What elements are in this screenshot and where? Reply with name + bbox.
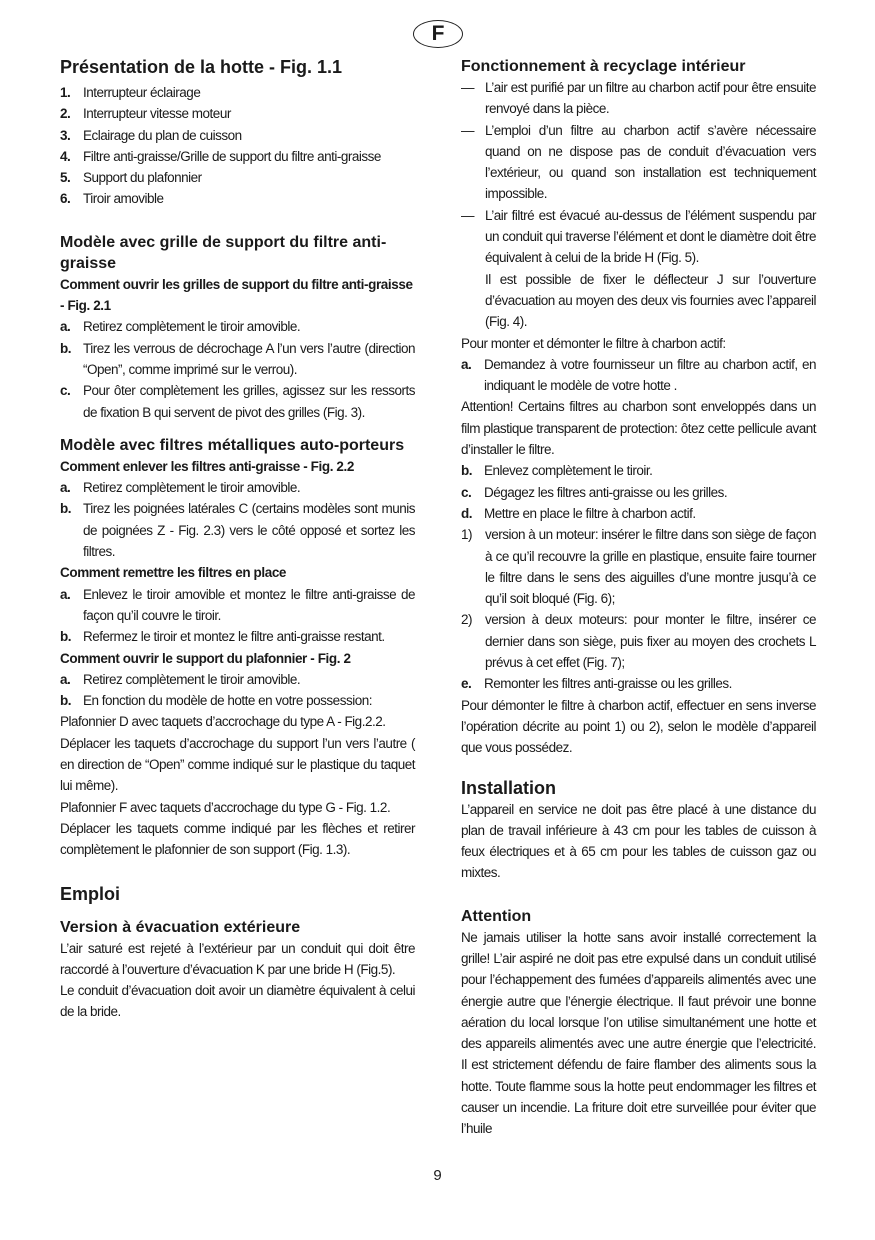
plafonnier-text: Déplacer les taquets comme indiqué par les flèches et retirer complètement le plafonnier de son support (Fig. 1.3).	[60, 820, 415, 858]
step-item	[60, 477, 415, 498]
item-text: Tiroir amovible	[83, 191, 164, 207]
language-badge: F	[413, 20, 463, 48]
step-text: Retirez complètement le tiroir amovible.	[83, 319, 301, 335]
grille-heading: Modèle avec grille de support du filtre anti-graisse	[60, 233, 387, 272]
grille-subheading: Comment ouvrir les grilles de support du filtre anti-graisse - Fig. 2.1	[60, 276, 413, 314]
item-number: 6.	[60, 191, 71, 207]
item-number: 1.	[60, 85, 71, 100]
left-column	[60, 56, 415, 1023]
step-text: En fonction du modèle de hotte en votre possession:	[83, 693, 372, 709]
step-letter: d.	[461, 505, 472, 521]
item-text: Eclairage du plan de cuisson	[83, 127, 242, 143]
step-letter: e.	[461, 676, 472, 692]
attention-text: Ne jamais utiliser la hotte sans avoir installé correctement la grille! L’air aspiré ne doit pas etre expulsé dans un conduit utilisé pour l’échappement des fumées d’appareils alimentés avec une énergie autre que l’énergie électrique. Il faut prévoir une bonne aération du local lorsque l’on utilise simultanément une hotte et des appareils alimentés avec une autre énergie que l’electricité. Il est strictement défendu de faire flamber des aliments sous la hotte. Toute flamme sous la hotte peut endommager les filtres et causer un incendie. La friture doit etre surveillée pour éviter que l’huile	[461, 929, 816, 1137]
presentation-list	[60, 82, 415, 210]
list-item	[60, 167, 415, 188]
step-text: Retirez complètement le tiroir amovible.	[83, 671, 301, 687]
step-item	[461, 354, 816, 397]
step-text: Tirez les verrous de décrochage A l’un vers l’autre (direction “Open”, comme imprimé sur le verrou).	[83, 340, 415, 377]
presentation-heading: Présentation de la hotte - Fig. 1.1	[60, 57, 343, 77]
plafonnier-text: Plafonnier F avec taquets d’accrochage du type G - Fig. 1.2.	[60, 799, 391, 815]
recyclage-heading: Fonctionnement à recyclage intérieur	[461, 58, 746, 75]
dash-marker: —	[461, 80, 474, 95]
step-letter: a.	[461, 356, 472, 372]
step-text: Remonter les filtres anti-graisse ou les grilles.	[484, 676, 732, 692]
installation-heading: Installation	[461, 777, 557, 798]
step-item	[60, 626, 415, 647]
attention-heading: Attention	[461, 907, 532, 925]
step-item	[60, 690, 415, 711]
list-item	[60, 188, 415, 209]
step-text: Enlevez complètement le tiroir.	[484, 463, 653, 479]
item-number: 2.	[60, 106, 71, 122]
version-item	[461, 524, 816, 609]
step-text: Pour ôter complètement les grilles, agissez sur les ressorts de fixation B qui servent de pivot des grilles (Fig. 3).	[83, 383, 415, 420]
item-number: 5.	[60, 170, 71, 186]
metal-subheading-refit: Comment remettre les filtres en place	[60, 565, 287, 581]
metal-subheading-plafonnier: Comment ouvrir le support du plafonnier - Fig. 2	[60, 650, 351, 666]
item-number: 4.	[60, 148, 71, 164]
deflecteur-text: Il est possible de fixer le déflecteur J sur l’ouverture d’évacuation au moyen des deux vis fournies avec l’appareil (Fig. 4).	[485, 271, 816, 330]
emploi-heading: Emploi	[60, 883, 121, 904]
step-letter: a.	[60, 480, 71, 496]
right-column	[461, 56, 816, 1140]
step-item	[60, 584, 415, 627]
step-text: Mettre en place le filtre à charbon actif.	[484, 505, 696, 521]
step-item	[461, 673, 816, 694]
step-letter: c.	[461, 484, 472, 500]
step-text: Tirez les poignées latérales C (certains modèles sont munis de poignées Z - Fig. 2.3) vers le côté opposé et sortez les filtres.	[83, 501, 415, 560]
list-item	[60, 125, 415, 146]
step-letter: a.	[60, 586, 71, 602]
step-item	[60, 338, 415, 381]
installation-text: L’appareil en service ne doit pas être placé à une distance du plan de travail inférieure à 43 cm pour les tables de cuisson à feux électriques et à 65 cm pour les tables de cuisson gaz ou mixtes.	[461, 801, 816, 881]
demonter-text: Pour démonter le filtre à charbon actif, effectuer en sens inverse l’opération décrite au point 1) ou 2), selon le modèle d’appareil que vous possédez.	[461, 697, 816, 756]
step-letter: b.	[60, 693, 71, 709]
step-letter: c.	[60, 383, 71, 399]
step-item	[461, 460, 816, 481]
item-text: Filtre anti-graisse/Grille de support du filtre anti-graisse	[83, 148, 381, 164]
step-letter: b.	[461, 463, 472, 479]
step-text: Demandez à votre fournisseur un filtre au charbon actif, en indiquant le modèle de votre hotte .	[484, 356, 816, 394]
step-item	[60, 498, 415, 562]
step-letter: b.	[60, 629, 71, 645]
step-letter: b.	[60, 340, 71, 356]
version-number: 1)	[461, 527, 473, 543]
version-number: 2)	[461, 612, 473, 628]
version-item	[461, 609, 816, 673]
step-item	[60, 380, 415, 423]
step-text: Enlevez le tiroir amovible et montez le filtre anti-graisse de façon qu’il couvre le tiroir.	[83, 586, 415, 623]
dash-marker: —	[461, 122, 474, 138]
step-item	[60, 669, 415, 690]
page-number: 9	[433, 1167, 442, 1184]
item-text: Support du plafonnier	[83, 170, 202, 186]
dash-item	[461, 205, 816, 269]
step-letter: b.	[60, 501, 71, 517]
list-item	[60, 82, 415, 103]
step-text: Refermez le tiroir et montez le filtre anti-graisse restant.	[83, 629, 385, 645]
evacuation-paragraph: L’air saturé est rejeté à l’extérieur par un conduit qui doit être raccordé à l’ouverture d’évacuation K par une bride H (Fig.5).	[60, 940, 415, 977]
list-item	[60, 103, 415, 124]
metal-heading: Modèle avec filtres métalliques auto-porteurs	[60, 436, 405, 454]
dash-text: L’air filtré est évacué au-dessus de l’élément suspendu par un conduit qui traverse l’élément et dont le diamètre doit être équivalent à celui de la bride H (Fig. 5).	[485, 207, 816, 266]
plafonnier-text: Déplacer les taquets d’accrochage du support l’un vers l’autre ( en direction de “Open” comme indiqué sur le plastique du taquet lui même).	[60, 735, 415, 794]
evacuation-heading: Version à évacuation extérieure	[60, 918, 301, 936]
step-letter: a.	[60, 319, 71, 335]
step-item	[461, 482, 816, 503]
item-text: Interrupteur vitesse moteur	[83, 106, 231, 122]
version-text: version à deux moteurs: pour monter le filtre, insérer ce dernier dans son siège, puis fixer au moyen des crochets L prévus à cet effet (Fig. 7);	[485, 612, 816, 671]
step-letter: a.	[60, 671, 71, 687]
step-text: Dégagez les filtres anti-graisse ou les grilles.	[484, 484, 728, 500]
attention-film-text: Attention! Certains filtres au charbon sont enveloppés dans un film plastique transparent de protection: ôtez cette pellicule avant d’installer le filtre.	[461, 399, 816, 458]
version-text: version à un moteur: insérer le filtre dans son siège de façon à ce qu’il recouvre la grille en plastique, ensuite faire tourner le filtre dans le sens des aiguilles d’une montre jusqu’à ce qu’il soit bloqué (Fig. 6);	[485, 527, 816, 607]
item-number: 3.	[60, 127, 71, 143]
item-text: Interrupteur éclairage	[83, 85, 201, 100]
step-item	[60, 316, 415, 337]
step-item	[461, 503, 816, 524]
list-item	[60, 146, 415, 167]
dash-text: L’emploi d’un filtre au charbon actif s’avère nécessaire quand on ne dispose pas de conduit d’évacuation vers l’extérieur, ou quand son installation est techniquement impossible.	[485, 122, 816, 202]
dash-text: L’air est purifié par un filtre au charbon actif pour être ensuite renvoyé dans la pièce.	[485, 80, 816, 117]
step-text: Retirez complètement le tiroir amovible.	[83, 480, 301, 496]
plafonnier-text: Plafonnier D avec taquets d’accrochage du type A - Fig.2.2.	[60, 714, 386, 730]
dash-item	[461, 77, 816, 120]
dash-item	[461, 120, 816, 205]
dash-marker: —	[461, 207, 474, 223]
evacuation-paragraph: Le conduit d’évacuation doit avoir un diamètre équivalent à celui de la bride.	[60, 983, 415, 1020]
monter-text: Pour monter et démonter le filtre à charbon actif:	[461, 335, 726, 351]
metal-subheading-remove: Comment enlever les filtres anti-graisse - Fig. 2.2	[60, 458, 354, 474]
